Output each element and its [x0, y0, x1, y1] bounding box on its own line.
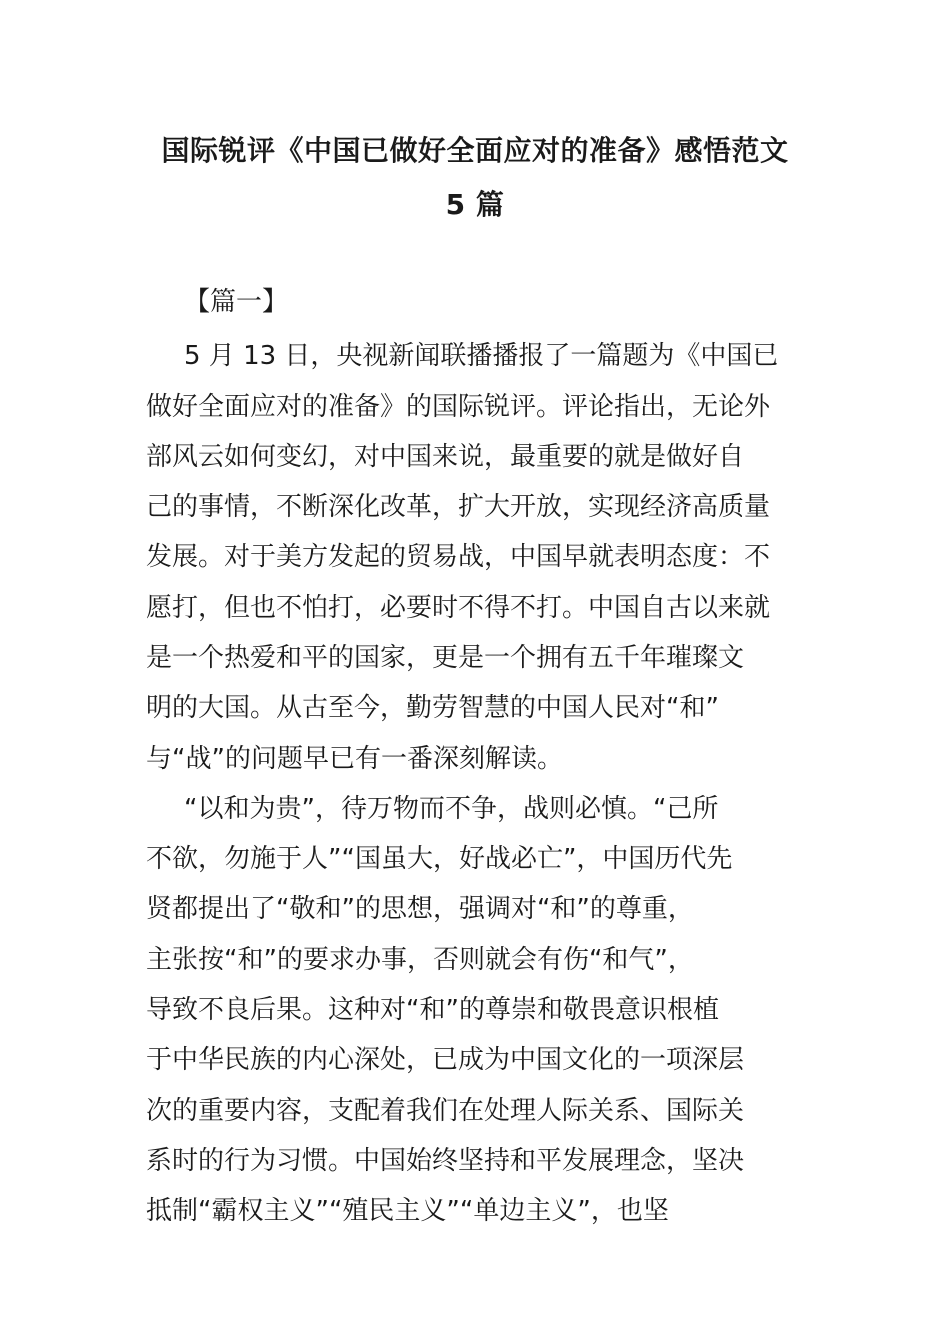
- paragraph-line: “以和为贵”，待万物而不争，战则必慎。“己所: [184, 794, 719, 824]
- paragraph-line: 导致不良后果。这种对“和”的尊崇和敬畏意识根植: [146, 995, 719, 1025]
- paragraph-line: 不欲，勿施于人”“国虽大，好战必亡”，中国历代先: [146, 844, 733, 874]
- paragraph-line: 做好全面应对的准备》的国际锐评。评论指出，无论外: [146, 392, 771, 422]
- paragraph-line: 与“战”的问题早已有一番深刻解读。: [146, 744, 563, 774]
- document-title-continued: 5 篇: [445, 188, 505, 221]
- document-title: 国际锐评《中国已做好全面应对的准备》感悟范文: [161, 134, 789, 167]
- paragraph-line: 主张按“和”的要求办事，否则就会有伤“和气”，: [146, 945, 694, 975]
- section-heading: 【篇一】: [184, 287, 289, 317]
- paragraph-line: 是一个热爱和平的国家，更是一个拥有五千年璀璨文: [146, 643, 745, 673]
- paragraph-line: 于中华民族的内心深处，已成为中国文化的一项深层: [146, 1045, 745, 1075]
- paragraph-line: 明的大国。从古至今，勤劳智慧的中国人民对“和”: [146, 693, 719, 723]
- paragraph-line: 己的事情，不断深化改革，扩大开放，实现经济高质量: [146, 492, 771, 522]
- paragraph-line: 愿打，但也不怕打，必要时不得不打。中国自古以来就: [146, 593, 771, 623]
- paragraph-line: 次的重要内容，支配着我们在处理人际关系、国际关: [146, 1096, 745, 1126]
- paragraph-line: 5 月 13 日，央视新闻联播播报了一篇题为《中国已: [184, 341, 779, 371]
- paragraph-line: 抵制“霸权主义”“殖民主义”“单边主义”，也坚: [146, 1196, 669, 1226]
- paragraph-line: 发展。对于美方发起的贸易战，中国早就表明态度：不: [146, 542, 771, 572]
- paragraph-line: 贤都提出了“敬和”的思想，强调对“和”的尊重，: [146, 894, 694, 924]
- paragraph-line: 系时的行为习惯。中国始终坚持和平发展理念，坚决: [146, 1146, 745, 1176]
- paragraph-line: 部风云如何变幻，对中国来说，最重要的就是做好自: [146, 442, 745, 472]
